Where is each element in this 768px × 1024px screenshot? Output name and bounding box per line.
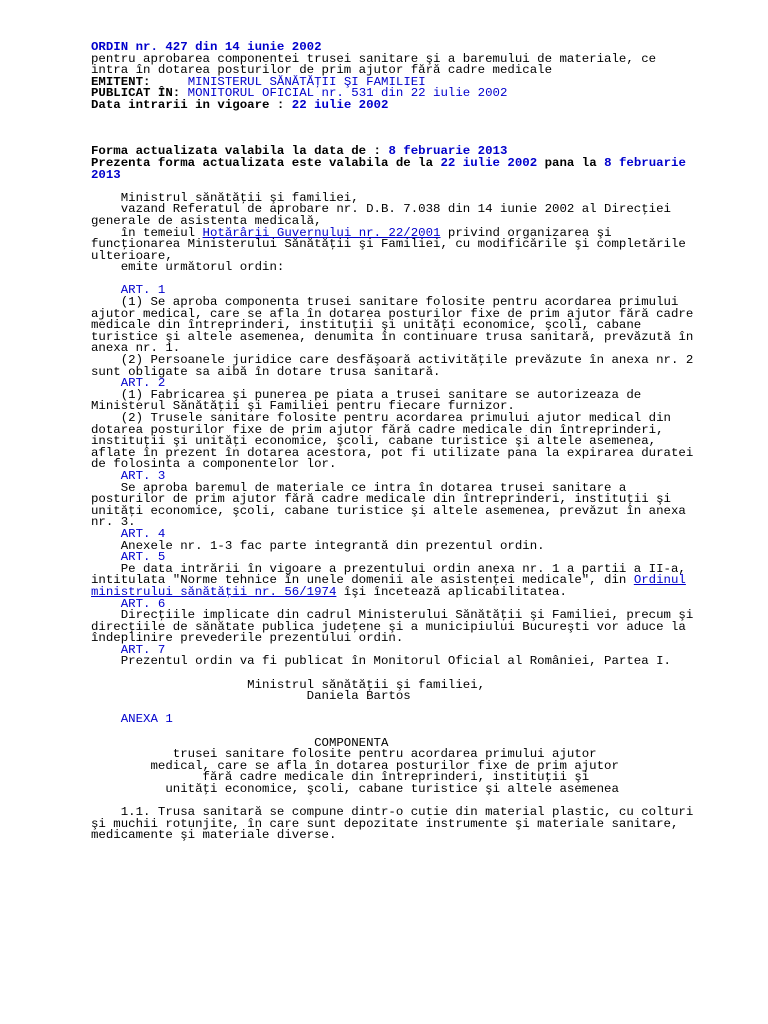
art-2-line-4: dotarea posturilor fixe de prim ajutor fără cadre medicale din întreprinderi, <box>91 422 664 437</box>
art-2-line-7: de folosinta a componentelor lor. <box>91 457 337 472</box>
art-2-line-2: Ministerul Sănătăţii şi Familiei pentru fiecare furnizor. <box>91 399 515 414</box>
publicat-value: MONITORUL OFICIAL nr. 531 din 22 iulie 2002 <box>187 86 508 101</box>
art-2-line-6: aflate în prezent în dotarea acestora, pot fi utilizate pana la expirarea duratei <box>91 445 694 460</box>
anexa-para-line-3: medicamente şi materiale diverse. <box>91 828 337 843</box>
art-7-line-1: Prezentul ordin va fi publicat în Monitorul Oficial al României, Partea I. <box>91 654 671 669</box>
art-3-line-2: posturilor de prim ajutor fără cadre medicale din întreprinderi, instituţii şi <box>91 492 671 507</box>
intro-line-6: ulterioare, <box>91 248 173 263</box>
art-1-heading: ART. 1 <box>91 283 166 298</box>
intro-line-7: emite următorul ordin: <box>91 260 285 275</box>
ordinul-link-part1[interactable]: Ordinul <box>633 573 686 588</box>
art-2-line-3: (2) Truselе sanitare folosite pentru acordarea primului ajutor medical din <box>91 411 671 426</box>
art-4-heading: ART. 4 <box>91 526 166 541</box>
art-1-line-5: anexa nr. 1. <box>91 341 181 356</box>
hotarare-link[interactable]: Hotărârii Guvernului nr. 22/2001 <box>202 225 441 240</box>
emitent-label: EMITENT: <box>91 74 151 89</box>
art-5-line-3 <box>91 584 756 599</box>
art-2-line-1: (1) Fabricarea şi punerea pe piata a trusei sanitare se autorizeaza de <box>91 387 642 402</box>
art-5-heading: ART. 5 <box>91 550 166 565</box>
forma-from-date: 22 iulie 2002 <box>440 155 538 170</box>
intro-line-5: funcţionarea Ministerului Sănătăţii şi Familiei, cu modificările şi completările <box>91 237 686 252</box>
art-2-line-5: instituţii şi unităţi economice, şcoli, cabane turistice şi altele asemenea, <box>91 434 657 449</box>
art-3-line-1: Se aproba baremul de materiale ce intra în dotarea trusei sanitare a <box>91 480 627 495</box>
forma-label: Forma actualizata valabila la data de : <box>91 144 381 159</box>
anexa-subtitle-3: fără cadre medicale din întreprinderi, instituţii şi <box>91 770 590 785</box>
anexa-title: COMPONENTA <box>91 735 389 750</box>
art-5-line-2-text: intitulata "Norme tehnice în unele domenii ale asistenţei medicale", din <box>91 573 634 588</box>
art-3-heading: ART. 3 <box>91 468 166 483</box>
publicat-label: PUBLICAT ÎN: <box>91 86 181 101</box>
anexa-subtitle-1: trusei sanitare folosite pentru acordarea primului ajutor <box>91 747 597 762</box>
art-6-heading: ART. 6 <box>91 596 166 611</box>
anexa-1-heading: ANEXA 1 <box>91 712 173 727</box>
order-title-line-1: pentru aprobarea componentei trusei sanitare şi a baremului de materiale, ce <box>91 51 657 66</box>
art-1-line-6: (2) Persoanele juridice care desfăşoară activităţile prevăzute în anexa nr. 2 <box>91 353 694 368</box>
art-4-line-1: Anexele nr. 1-3 fac parte integrantă din prezentul ordin. <box>91 538 545 553</box>
art-5-line-3-text: îşi încetează aplicabilitatea. <box>336 584 567 599</box>
art-7-heading: ART. 7 <box>91 642 166 657</box>
art-1-line-3: medicale din întreprinderi, instituţii şi unităţi economice, şcoli, cabane <box>91 318 642 333</box>
art-1-line-7: sunt obligate sa aibă în dotare trusa sanitară. <box>91 364 441 379</box>
art-5-line-1: Pe data intrării în vigoare a prezentului ordin anexa nr. 1 a partii a II-a, <box>91 561 686 576</box>
vigoare-line <box>91 97 756 112</box>
ordinul-link-part2[interactable]: ministrului sănătăţii nr. 56/1974 <box>91 584 337 599</box>
intro-line-3: generale de asistenta medicală, <box>91 213 322 228</box>
art-6-line-2: direcţiile de sănătate publica judeţene şi a municipiului Bucureşti vor aduce la <box>91 619 686 634</box>
art-3-line-3: unităţi economice, şcoli, cabane turistice şi altele asemenea, prevăzut în anexa <box>91 503 686 518</box>
order-title-line-2: intra în dotarea posturilor de prim ajutor fără cadre medicale <box>91 63 553 78</box>
art-1-line-4: turistice şi altele asemenea, denumita în continuare trusa sanitară, prevăzută în <box>91 329 694 344</box>
intro-line-4-prefix: în temeiul <box>91 225 203 240</box>
vigoare-value: 22 iulie 2002 <box>291 97 389 112</box>
intro-line-4-suffix: privind organizarea şi <box>440 225 612 240</box>
art-6-line-1: Direcţiile implicate din cadrul Ministerului Sănătăţii şi Familiei, precum şi <box>91 608 694 623</box>
intro-line-1: Ministrul sănătăţii şi familiei, <box>91 190 359 205</box>
vigoare-label: Data intrarii in vigoare : <box>91 97 285 112</box>
signature-title: Ministrul sănătăţii şi familiei, <box>91 677 486 692</box>
forma-to-date-part2: 2013 <box>91 167 121 182</box>
art-1-line-1: (1) Se aproba componenta trusei sanitare folosite pentru acordarea primului <box>91 295 679 310</box>
art-2-heading: ART. 2 <box>91 376 166 391</box>
anexa-para-line-1: 1.1. Trusa sanitară se compune dintr-o cutie din material plastic, cu colturi <box>91 805 694 820</box>
forma-date: 8 februarie 2013 <box>388 144 508 159</box>
forma-valid-line <box>91 155 756 170</box>
forma-pana-label: pana la <box>544 155 597 170</box>
art-3-line-4: nr. 3. <box>91 515 136 530</box>
intro-line-2: vazand Referatul de aprobare nr. D.B. 7.038 din 14 iunie 2002 al Direcţiei <box>91 202 671 217</box>
signature-name: Daniela Bartos <box>91 689 411 704</box>
emitent-value: MINISTERUL SĂNĂTĂŢII ŞI FAMILIEI <box>187 74 426 89</box>
anexa-para-line-2: şi muchii rotunjite, în care sunt depozitate instrumente şi materiale sanitare, <box>91 816 679 831</box>
order-number: ORDIN nr. 427 din 14 iunie 2002 <box>91 40 322 54</box>
forma-valid-label: Prezenta forma actualizata este valabila de la <box>91 155 434 170</box>
art-6-line-3: îndeplinire prevederile prezentului ordin. <box>91 631 404 646</box>
anexa-subtitle-4: unităţi economice, şcoli, cabane turistice şi altele asemenea <box>91 782 619 797</box>
anexa-subtitle-2: medical, care se afla în dotarea posturilor fixe de prim ajutor <box>91 758 619 773</box>
art-1-line-2: ajutor medical, care se afla în dotarea posturilor fixe de prim ajutor fără cadre <box>91 306 694 321</box>
forma-to-date-part1: 8 februarie <box>604 155 686 170</box>
